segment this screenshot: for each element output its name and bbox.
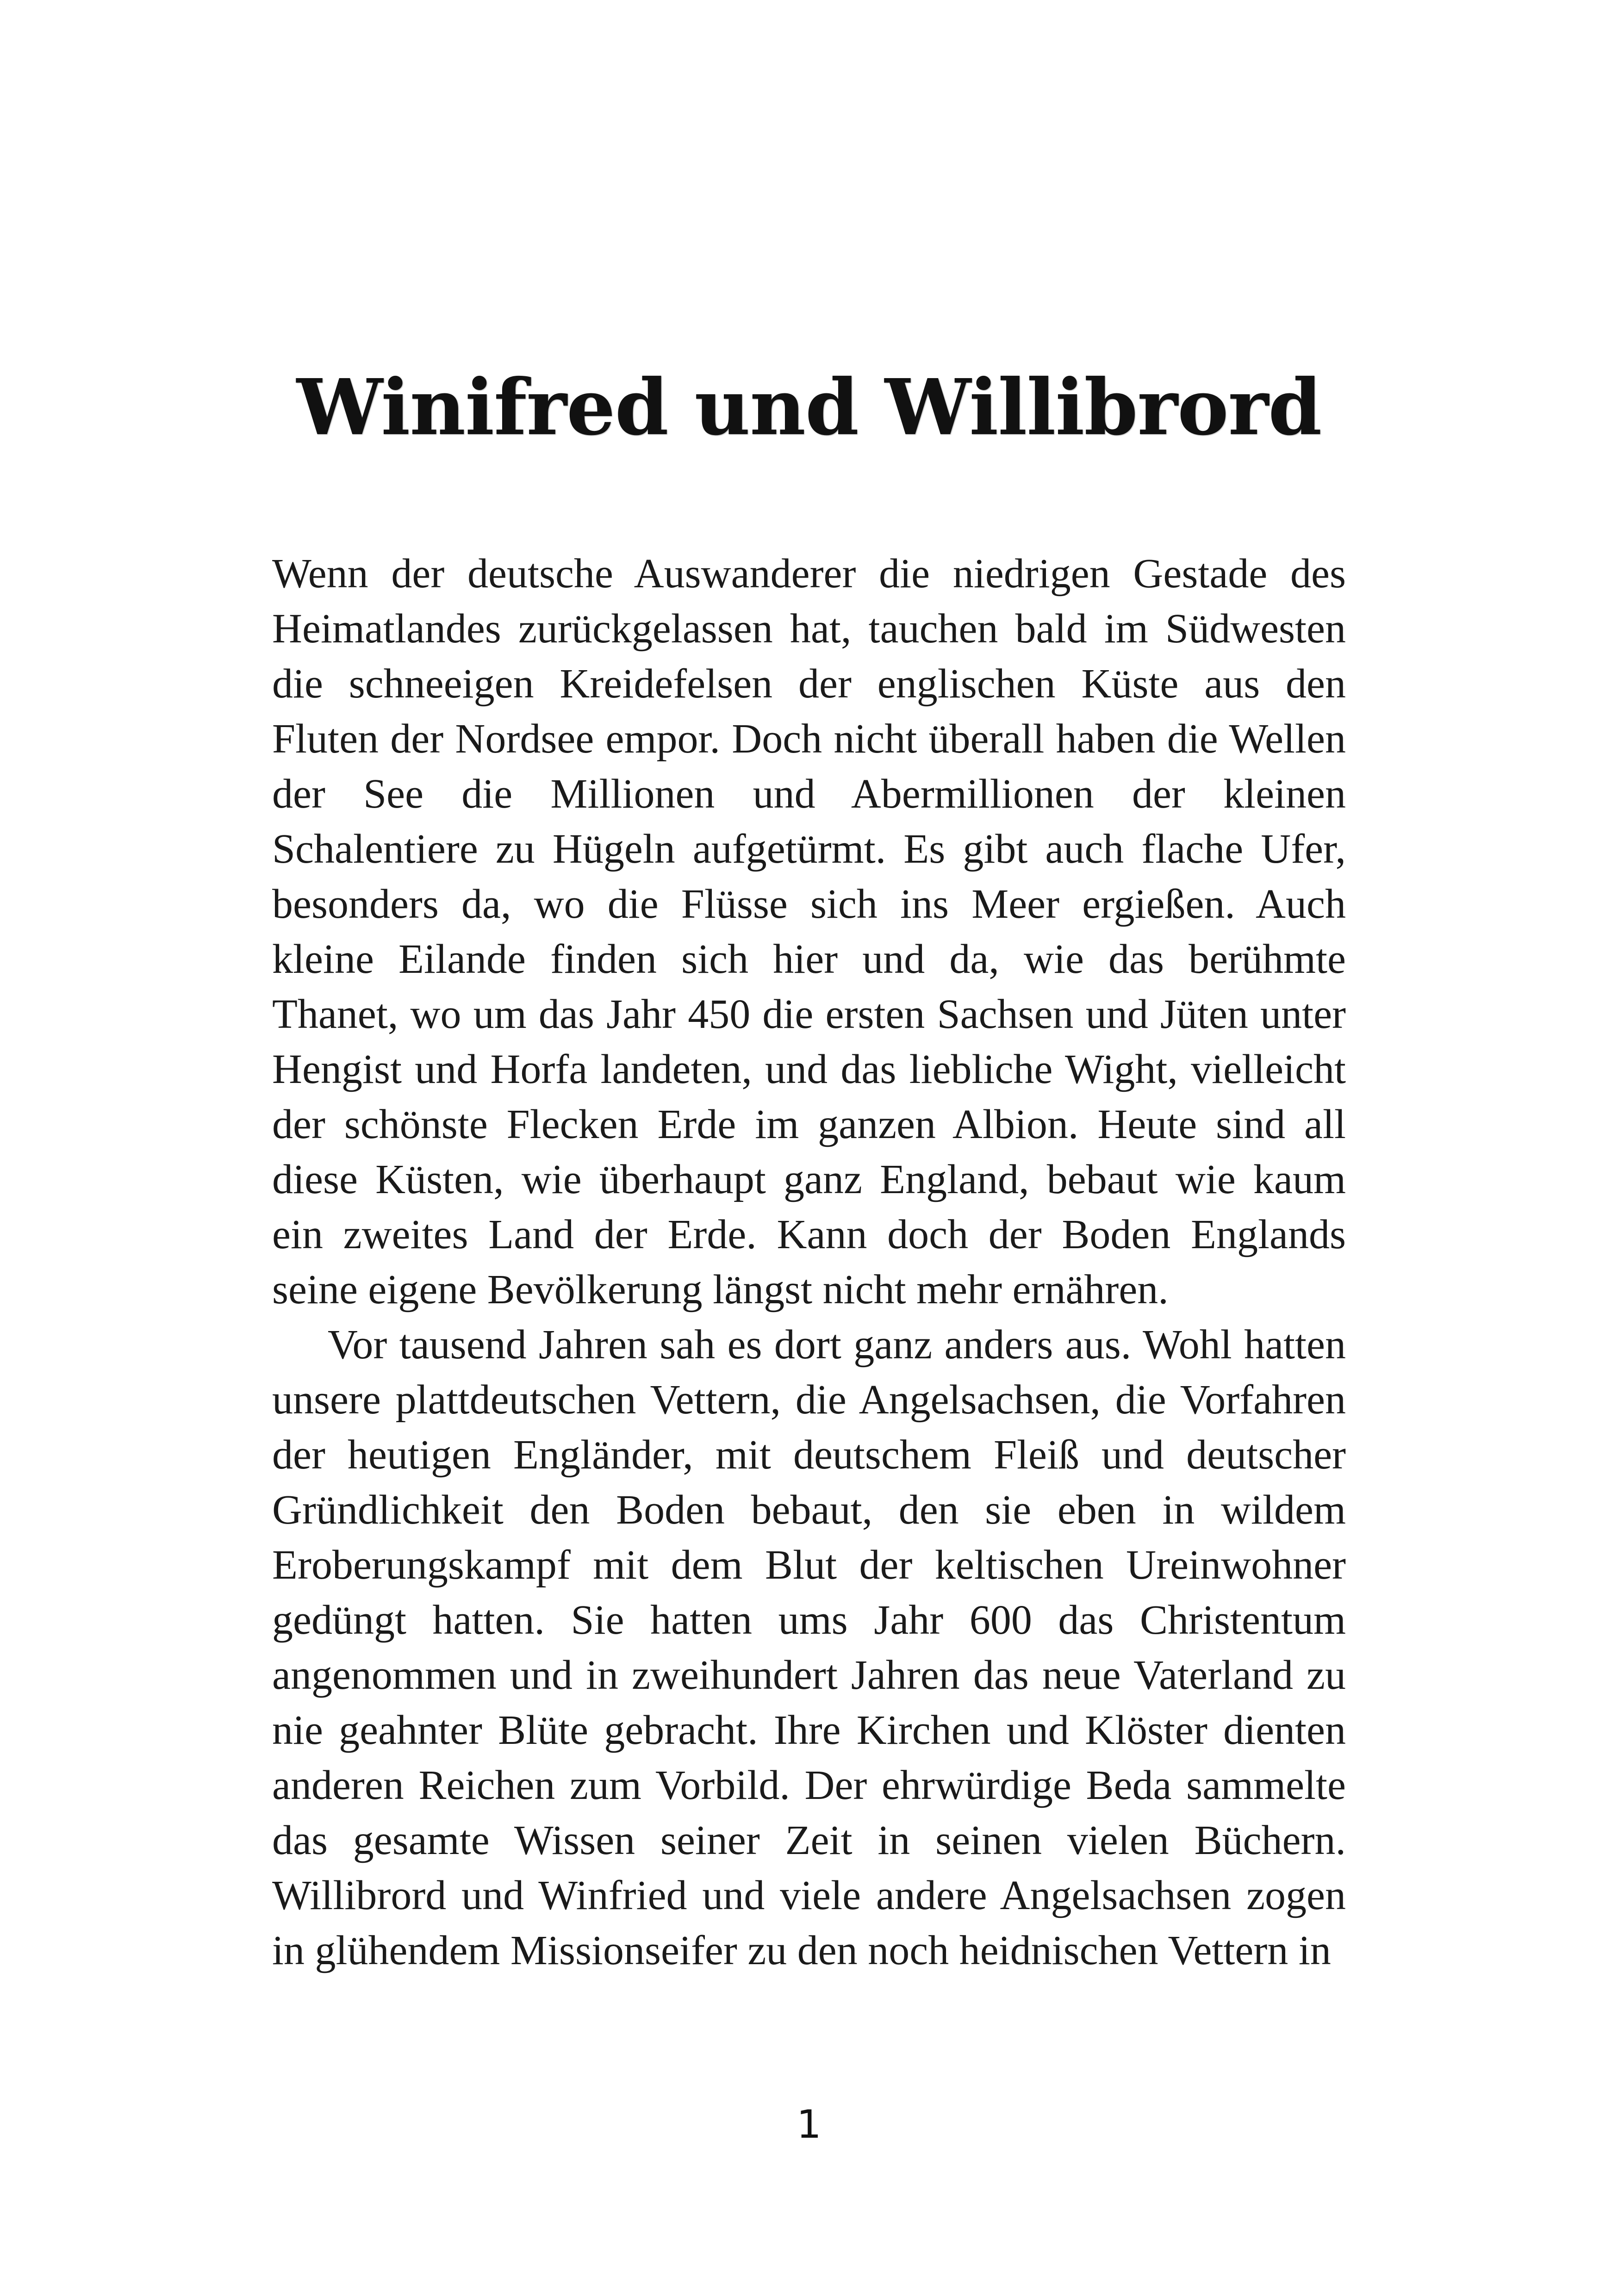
paragraph: Vor tausend Jahren sah es dort ganz anders aus. Wohl hatten unsere plattdeutschen Vettern, die Angelsachsen, die Vorfahren der heutigen Engländer, mit deutschem Fleiß und deutscher Gründlichkeit den Boden bebaut, den sie eben in wildem Eroberungskampf mit dem Blut der keltischen Ureinwohner gedüngt hatten. Sie hatten ums Jahr 600 das Christentum angenommen und in zweihundert Jahren das neue Vaterland zu nie geahnter Blüte gebracht. Ihre Kirchen und Klöster dienten anderen Reichen zum Vorbild. Der ehrwürdige Beda sammelte das gesamte Wissen seiner Zeit in seinen vielen Büchern. Willibrord und Winfried und viele andere Angelsachsen zogen in glühendem Missionseifer zu den noch heidnischen Vettern in bbox=[272, 1322, 1346, 1973]
page-number: 1 bbox=[797, 2102, 821, 2147]
paragraph: Wenn der deutsche Auswanderer die niedrigen Gestade des Heimatlandes zurückgelassen hat, tauchen bald im Südwesten die schneeigen Kreidefelsen der englischen Küste aus den Fluten der Nordsee empor. Doch nicht überall haben die Wellen der See die Millionen und Abermillionen der kleinen Schalentiere zu Hügeln aufgetürmt. Es gibt auch flache Ufer, besonders da, wo die Flüsse sich ins Meer ergießen. Auch kleine Eilande finden sich hier und da, wie das berühmte Thanet, wo um das Jahr 450 die ersten Sachsen und Jüten unter Hengist und Horfa landeten, und das liebliche Wight, vielleicht der schönste Flecken Erde im ganzen Albion. Heute sind all diese Küsten, wie überhaupt ganz England, bebaut wie kaum ein zweites Land der Erde. Kann doch der Boden Englands seine eigene Bevölkerung längst nicht mehr ernähren. bbox=[272, 551, 1346, 1313]
document-title: Winifred und Willibrord bbox=[296, 362, 1322, 453]
document-body bbox=[272, 546, 1346, 1978]
